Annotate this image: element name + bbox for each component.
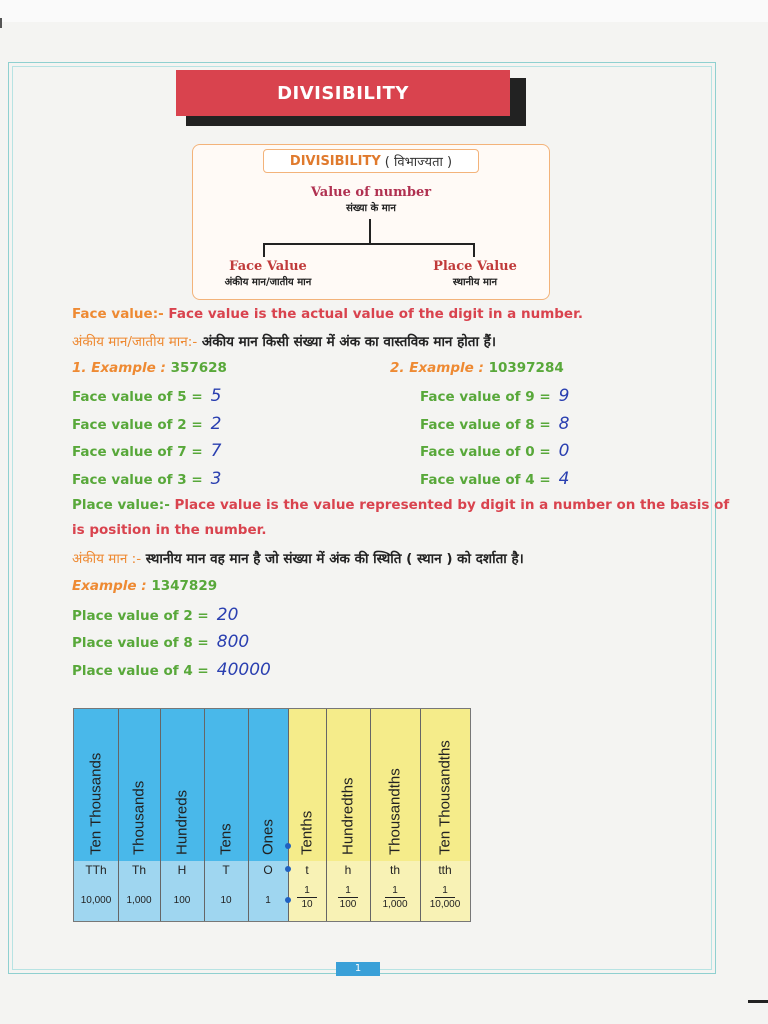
row-answer: 5: [210, 386, 222, 406]
column-fraction: [420, 885, 470, 911]
row-answer: 8: [558, 414, 570, 434]
example-2-label: 2. Example :: [390, 360, 484, 376]
table-column: [370, 709, 421, 921]
place-value-row: [72, 605, 238, 625]
value-diagram: [192, 144, 550, 300]
diagram-heading-en: DIVISIBILITY: [289, 153, 381, 169]
table-column: [288, 709, 327, 921]
example-2-header: [390, 360, 564, 376]
diagram-leaf-hi: स्थानीय मान: [452, 277, 498, 288]
fraction-denominator: 100: [339, 899, 357, 910]
column-name: Hundredths: [339, 777, 357, 855]
face-value-row: [420, 414, 569, 434]
column-value: 1: [265, 895, 271, 906]
face-value-row: [72, 414, 221, 434]
diagram-heading-hi: ( विभाज्यता ): [384, 155, 453, 170]
column-name: Ones: [259, 819, 277, 855]
row-answer: 40000: [216, 660, 271, 680]
column-fraction: [370, 885, 420, 911]
table-column: [74, 709, 119, 921]
column-fraction: [326, 885, 370, 911]
example-2-number: 10397284: [488, 360, 564, 376]
column-fraction: [288, 885, 326, 911]
fraction-denominator: 1,000: [382, 899, 408, 910]
row-question: Face value of 3 =: [72, 472, 203, 488]
column-abbr: t: [305, 863, 309, 877]
place-value-text: Place value is the value represented by digit in a number on the basis of: [174, 497, 730, 513]
place-value-row: [72, 660, 271, 680]
place-value-row: [72, 632, 249, 652]
place-value-table: [73, 708, 471, 922]
row-question: Place value of 4 =: [72, 663, 209, 679]
row-question: Face value of 2 =: [72, 417, 203, 433]
table-column: [118, 709, 161, 921]
scan-top-margin: [0, 0, 768, 22]
row-answer: 0: [558, 441, 570, 461]
diagram-leaf-en: Face Value: [229, 259, 307, 274]
column-abbr: H: [177, 863, 187, 877]
decimal-point-dot: [285, 866, 291, 872]
place-example-number: 1347829: [151, 578, 218, 594]
row-question: Face value of 5 =: [72, 389, 203, 405]
place-example-header: [72, 578, 217, 594]
column-value: 10,000: [80, 895, 112, 906]
row-question: Face value of 7 =: [72, 444, 203, 460]
scan-corner-mark: [748, 1000, 768, 1003]
diagram-leaf-place-value: [413, 259, 537, 288]
row-answer: 20: [216, 605, 239, 625]
column-value: 10: [220, 895, 232, 906]
column-abbr: th: [389, 863, 400, 877]
face-value-row: [72, 386, 221, 406]
table-column: [326, 709, 371, 921]
diagram-root-en: Value of number: [310, 185, 432, 200]
column-header: [288, 709, 326, 859]
diagram-connector: [473, 243, 475, 257]
example-1-header: [72, 360, 227, 376]
fraction-numerator: 1: [304, 885, 310, 896]
column-value: 1,000: [126, 895, 152, 906]
diagram-leaf-face-value: [203, 259, 333, 288]
fraction-numerator: 1: [442, 885, 448, 896]
row-answer: 3: [210, 469, 222, 489]
column-abbr: tth: [438, 863, 452, 877]
page-title: DIVISIBILITY: [176, 70, 510, 116]
column-name: Ten Thousandths: [436, 740, 454, 855]
column-header: [160, 709, 204, 859]
table-column: [204, 709, 249, 921]
column-abbr: T: [222, 863, 230, 877]
column-header: [248, 709, 288, 859]
place-value-definition-cont: is position in the number.: [72, 522, 267, 538]
face-value-hindi-label: अंकीय मान/जातीय मान:-: [72, 334, 198, 350]
diagram-heading: [263, 149, 479, 173]
place-value-hindi: [72, 549, 524, 567]
face-value-text: Face value is the actual value of the digit in a number.: [168, 306, 583, 322]
face-value-row: [420, 441, 569, 461]
fraction-denominator: 10,000: [429, 899, 461, 910]
fraction-denominator: 10: [301, 899, 313, 910]
row-question: Face value of 0 =: [420, 444, 551, 460]
row-question: Face value of 9 =: [420, 389, 551, 405]
place-example-label: Example :: [72, 578, 147, 594]
row-question: Place value of 2 =: [72, 608, 209, 624]
diagram-connector: [263, 243, 475, 245]
decimal-point-dot: [285, 843, 291, 849]
table-column: [248, 709, 289, 921]
column-name: Thousandths: [386, 768, 404, 855]
row-question: Place value of 8 =: [72, 635, 209, 651]
face-value-label: Face value:-: [72, 306, 164, 322]
column-header: [326, 709, 370, 859]
face-value-row: [420, 386, 569, 406]
face-value-row: [72, 441, 221, 461]
face-value-row: [420, 469, 569, 489]
fraction-numerator: 1: [345, 885, 351, 896]
row-answer: 7: [210, 441, 222, 461]
column-abbr: Th: [131, 863, 146, 877]
page-number: 1: [336, 962, 380, 976]
column-name: Tenths: [298, 810, 316, 855]
column-header: [118, 709, 160, 859]
diagram-root: [193, 185, 549, 214]
row-answer: 800: [216, 632, 250, 652]
row-answer: 9: [558, 386, 570, 406]
diagram-connector: [369, 219, 371, 245]
place-value-definition: [72, 497, 729, 513]
column-abbr: O: [263, 863, 273, 877]
column-name: Ten Thousands: [87, 752, 105, 855]
row-answer: 2: [210, 414, 222, 434]
row-question: Face value of 4 =: [420, 472, 551, 488]
face-value-hindi: [72, 332, 496, 350]
column-header: [420, 709, 470, 859]
column-header: [370, 709, 420, 859]
diagram-connector: [263, 243, 265, 257]
face-value-row: [72, 469, 221, 489]
example-1-number: 357628: [170, 360, 227, 376]
column-value: 100: [173, 895, 191, 906]
row-question: Face value of 8 =: [420, 417, 551, 433]
place-value-hindi-text: स्थानीय मान वह मान है जो संख्या में अंक की स्थिति ( स्थान ) को दर्शाता है।: [145, 551, 524, 567]
place-value-hindi-label: अंकीय मान :-: [72, 551, 142, 567]
decimal-point-dot: [285, 897, 291, 903]
row-answer: 4: [558, 469, 570, 489]
scan-edge-mark: [0, 18, 2, 28]
column-header: [74, 709, 118, 859]
column-header: [204, 709, 248, 859]
face-value-hindi-text: अंकीय मान किसी संख्या में अंक का वास्तविक मान होता हैं।: [201, 334, 496, 350]
place-value-label: Place value:-: [72, 497, 170, 513]
fraction-numerator: 1: [392, 885, 398, 896]
table-column: [160, 709, 205, 921]
diagram-root-hi: संख्या के मान: [346, 203, 396, 214]
example-1-label: 1. Example :: [72, 360, 166, 376]
column-name: Hundreds: [173, 789, 191, 855]
column-abbr: TTh: [85, 863, 107, 877]
diagram-leaf-en: Place Value: [433, 259, 517, 274]
column-abbr: h: [344, 863, 352, 877]
table-column: [420, 709, 470, 921]
column-name: Thousands: [130, 780, 148, 855]
diagram-leaf-hi: अंकीय मान/जातीय मान: [224, 277, 312, 288]
face-value-definition: [72, 306, 583, 322]
column-name: Tens: [217, 823, 235, 855]
